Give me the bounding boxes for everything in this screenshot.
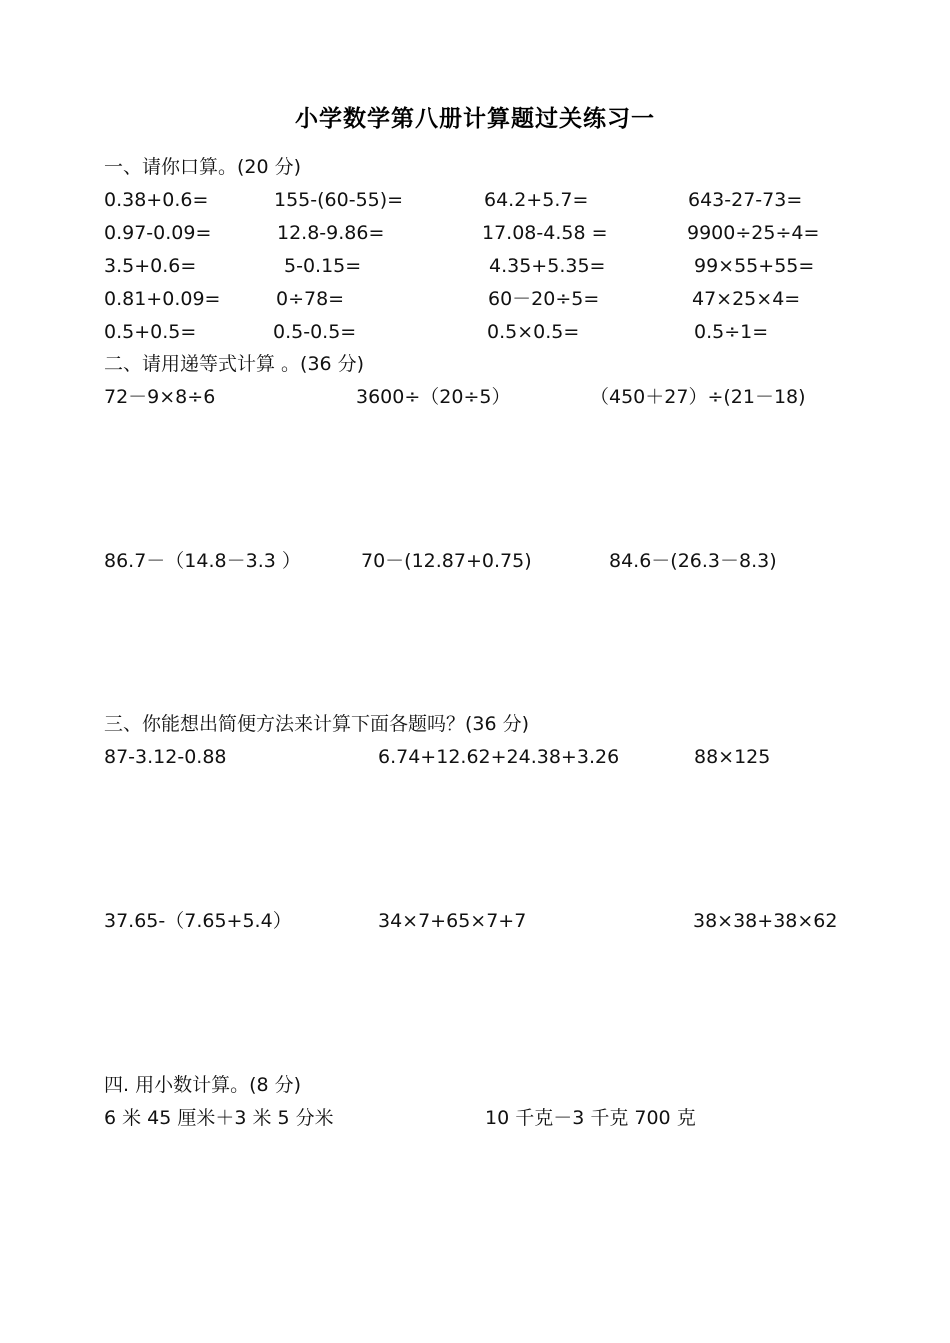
section-3-heading: 三、你能想出简便方法来计算下面各题吗？(36 分) <box>104 713 530 735</box>
problem: 6.74+12.62+24.38+3.26 <box>378 746 620 768</box>
problem: （450＋27）÷(21－18) <box>590 386 806 408</box>
problem: 155-(60-55)= <box>274 189 404 211</box>
problem: 37.65-（7.65+5.4） <box>104 910 292 932</box>
problem: 72－9×8÷6 <box>104 386 216 408</box>
problem: 0.5-0.5= <box>273 321 357 343</box>
problem: 99×55+55= <box>694 255 815 277</box>
problem: 60－20÷5= <box>488 288 600 310</box>
problem: 10 千克－3 千克 700 克 <box>485 1107 696 1129</box>
problem: 0.38+0.6= <box>104 189 209 211</box>
problem: 70－(12.87+0.75) <box>361 550 532 572</box>
problem: 47×25×4= <box>692 288 801 310</box>
problem: 38×38+38×62 <box>693 910 838 932</box>
problem: 87-3.12-0.88 <box>104 746 227 768</box>
problem: 88×125 <box>694 746 771 768</box>
problem: 5-0.15= <box>284 255 362 277</box>
problem: 0.81+0.09= <box>104 288 221 310</box>
problem: 6 米 45 厘米＋3 米 5 分米 <box>104 1107 334 1129</box>
problem: 34×7+65×7+7 <box>378 910 527 932</box>
problem: 3.5+0.6= <box>104 255 197 277</box>
problem: 0÷78= <box>276 288 345 310</box>
problem: 86.7－（14.8－3.3 ） <box>104 550 301 572</box>
problem: 0.5÷1= <box>694 321 769 343</box>
section-4-heading: 四. 用小数计算。(8 分) <box>104 1074 302 1096</box>
problem: 0.5×0.5= <box>487 321 580 343</box>
problem: 84.6－(26.3－8.3) <box>609 550 777 572</box>
problem: 64.2+5.7= <box>484 189 589 211</box>
problem: 0.5+0.5= <box>104 321 197 343</box>
problem: 9900÷25÷4= <box>687 222 820 244</box>
page-title: 小学数学第八册计算题过关练习一 <box>295 106 655 132</box>
section-2-heading: 二、请用递等式计算 。(36 分) <box>104 353 365 375</box>
problem: 0.97-0.09= <box>104 222 212 244</box>
problem: 17.08-4.58 = <box>482 222 608 244</box>
problem: 4.35+5.35= <box>489 255 606 277</box>
problem: 3600÷（20÷5） <box>356 386 511 408</box>
problem: 12.8-9.86= <box>277 222 385 244</box>
section-1-heading: 一、请你口算。(20 分) <box>104 156 302 178</box>
problem: 643-27-73= <box>688 189 803 211</box>
